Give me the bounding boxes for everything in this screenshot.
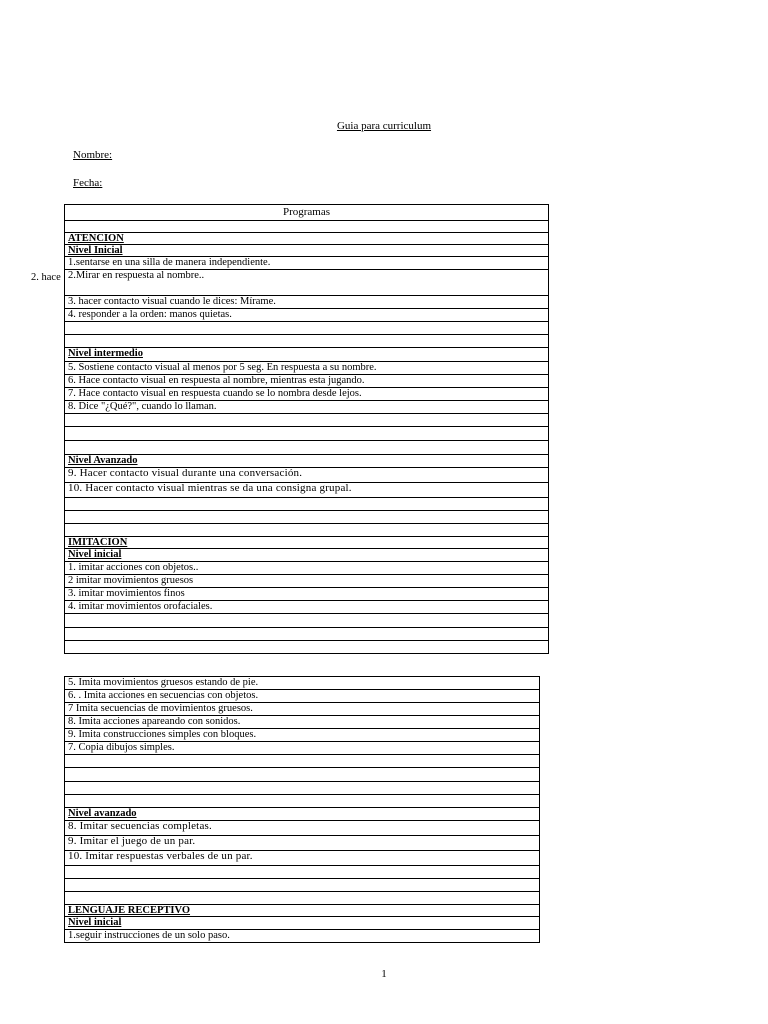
table-row	[65, 808, 540, 821]
program-item: 4. responder a la orden: manos quietas.	[65, 309, 549, 322]
table-row	[65, 483, 549, 498]
program-item: 8. Dice "¿Qué?", cuando lo llaman.	[65, 401, 549, 414]
table-row	[65, 296, 549, 309]
table-row	[65, 601, 549, 614]
program-item	[65, 614, 549, 628]
program-item: 7. Copia dibujos simples.	[65, 742, 540, 755]
program-item: 1. imitar acciones con objetos..	[65, 562, 549, 575]
table-row	[65, 245, 549, 257]
section-heading: LENGUAJE RECEPTIVO	[65, 905, 540, 917]
fecha-label: Fecha:	[73, 177, 103, 189]
program-item: 2 imitar movimientos gruesos	[65, 575, 549, 588]
table-row	[65, 257, 549, 270]
table-row	[65, 768, 540, 782]
program-item: 5. Imita movimientos gruesos estando de pie.	[65, 677, 540, 690]
table-row	[65, 821, 540, 836]
program-item: 9. Hacer contacto visual durante una conversación.	[65, 468, 549, 483]
table-row	[65, 703, 540, 716]
table-row	[65, 414, 549, 427]
table-row	[65, 537, 549, 549]
table-row	[65, 375, 549, 388]
table-row	[65, 628, 549, 641]
program-item: 6. . Imita acciones en secuencias con objetos.	[65, 690, 540, 703]
program-item: 8. Imita acciones apareando con sonidos.	[65, 716, 540, 729]
table-row	[65, 309, 549, 322]
section-heading: Nivel avanzado	[65, 808, 540, 821]
table-row	[65, 588, 549, 601]
table-row	[65, 441, 549, 455]
program-item: 10. Imitar respuestas verbales de un par.	[65, 851, 540, 866]
table-row	[65, 427, 549, 441]
table-row	[65, 348, 549, 362]
program-item	[65, 441, 549, 455]
table-row	[65, 782, 540, 795]
table-row	[65, 641, 549, 654]
program-item: 3. imitar movimientos finos	[65, 588, 549, 601]
program-item	[65, 335, 549, 348]
table-row	[65, 930, 540, 943]
program-item	[65, 892, 540, 905]
margin-note: 2. hace	[31, 272, 61, 283]
table-row	[65, 795, 540, 808]
table-row	[65, 742, 540, 755]
program-item	[65, 768, 540, 782]
program-item: 6. Hace contacto visual en respuesta al nombre, mientras esta jugando.	[65, 375, 549, 388]
table-row	[65, 614, 549, 628]
table-row	[65, 401, 549, 414]
section-heading: Nivel intermedio	[65, 348, 549, 362]
table-row	[65, 549, 549, 562]
table-row	[65, 221, 549, 233]
programs-table-2	[64, 676, 540, 943]
program-item	[65, 221, 549, 233]
table-row	[65, 879, 540, 892]
program-item: 8. Imitar secuencias completas.	[65, 821, 540, 836]
program-item: 9. Imitar el juego de un par.	[65, 836, 540, 851]
program-item	[65, 498, 549, 511]
program-item	[65, 628, 549, 641]
program-item	[65, 427, 549, 441]
program-item	[65, 511, 549, 524]
program-item: 2.Mirar en respuesta al nombre..	[65, 270, 549, 296]
nombre-label: Nombre:	[73, 149, 113, 161]
program-item	[65, 879, 540, 892]
table-row	[65, 892, 540, 905]
program-item	[65, 322, 549, 335]
section-heading: Nivel Avanzado	[65, 455, 549, 468]
table-row	[65, 233, 549, 245]
programs-table-1	[64, 204, 549, 654]
table-row	[65, 524, 549, 537]
program-item: 1.sentarse en una silla de manera independiente.	[65, 257, 549, 270]
table-row	[65, 362, 549, 375]
table-row	[65, 917, 540, 930]
section-heading: ATENCION	[65, 233, 549, 245]
program-item: 10. Hacer contacto visual mientras se da una consigna grupal.	[65, 483, 549, 498]
table-row	[65, 866, 540, 879]
program-item: 4. imitar movimientos orofaciales.	[65, 601, 549, 614]
program-item	[65, 795, 540, 808]
table-row	[65, 388, 549, 401]
program-item: 5. Sostiene contacto visual al menos por 5 seg. En respuesta a su nombre.	[65, 362, 549, 375]
section-heading: IMITACION	[65, 537, 549, 549]
program-item: 7. Hace contacto visual en respuesta cuando se lo nombra desde lejos.	[65, 388, 549, 401]
table-row	[65, 511, 549, 524]
page-number: 1	[381, 968, 387, 980]
table-row	[65, 677, 540, 690]
program-item	[65, 414, 549, 427]
section-heading: Nivel Inicial	[65, 245, 549, 257]
table-row	[65, 575, 549, 588]
table-row	[65, 455, 549, 468]
table-row	[65, 562, 549, 575]
programs-header: Programas	[65, 205, 549, 221]
table-row	[65, 270, 549, 296]
section-heading: Nivel inicial	[65, 549, 549, 562]
table-row	[65, 468, 549, 483]
program-item	[65, 866, 540, 879]
program-item: 3. hacer contacto visual cuando le dices: Mírame.	[65, 296, 549, 309]
program-item: 9. Imita construcciones simples con bloques.	[65, 729, 540, 742]
table-row	[65, 335, 549, 348]
program-item	[65, 782, 540, 795]
program-item	[65, 641, 549, 654]
program-item	[65, 524, 549, 537]
table-row	[65, 498, 549, 511]
document-title: Guia para curriculum	[336, 120, 432, 132]
table-row	[65, 905, 540, 917]
table-row	[65, 836, 540, 851]
table-row	[65, 690, 540, 703]
table-row	[65, 851, 540, 866]
table-row	[65, 716, 540, 729]
table-row	[65, 729, 540, 742]
table-row	[65, 755, 540, 768]
program-item: 7 Imita secuencias de movimientos gruesos.	[65, 703, 540, 716]
section-heading: Nivel inicial	[65, 917, 540, 930]
program-item: 1.seguir instrucciones de un solo paso.	[65, 930, 540, 943]
table-row	[65, 322, 549, 335]
program-item	[65, 755, 540, 768]
